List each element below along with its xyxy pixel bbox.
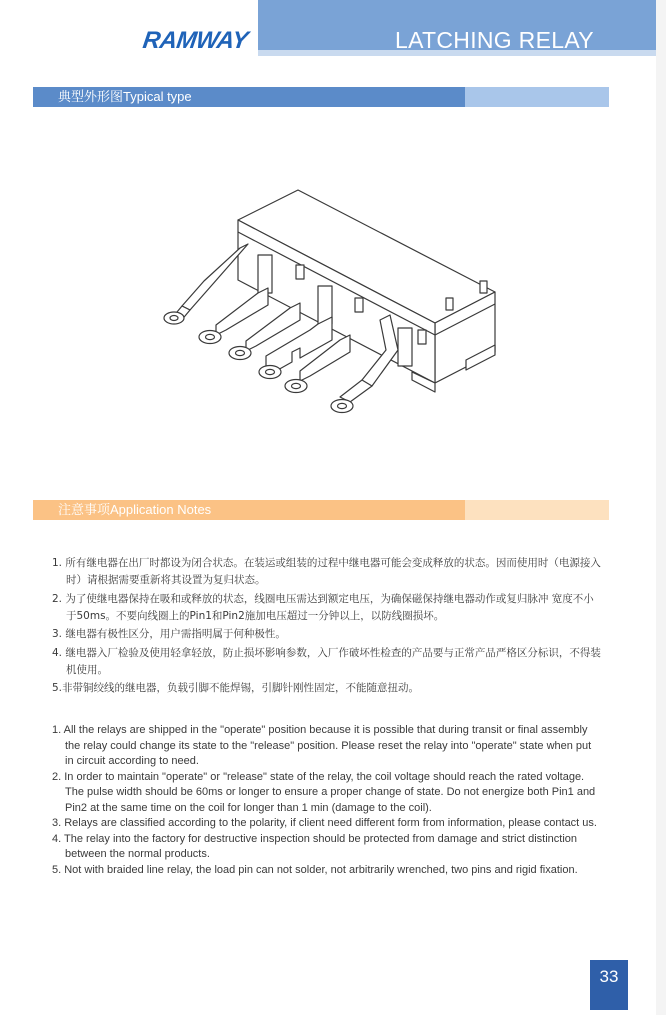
section-typical-type: 典型外形图Typical type xyxy=(33,87,609,107)
notes-cn-list xyxy=(52,555,602,699)
note-cn-item: 1. 所有继电器在出厂时都设为闭合状态。在装运或组装的过程中继电器可能会变成释放的状态。因而使用时（电源接入时）请根据需要重新将其设置为复归状态。 xyxy=(52,557,601,586)
brand-logo: RAMWAY xyxy=(141,27,250,54)
note-en-item: 1. All the relays are shipped in the "operate" position because it is possible that during transit or final assembly the relay could change its state to the "release" position. Please reset the relay into "operate" state when put in circuit according to need. xyxy=(52,724,592,767)
note-en-item: 2. In order to maintain "operate" or "release" state of the relay, the coil voltage should reach the rated voltage. The pulse width should be 60ms or longer to ensure a proper change of state. Do not energize both Pin1 and Pin2 at the same time on the coil for longer than 1 min (damage to the coil). xyxy=(52,770,596,814)
note-en-item: 4. The relay into the factory for destructive inspection should be protected from damage and strict distinction between the normal products. xyxy=(52,832,578,860)
relay-drawing xyxy=(150,180,510,430)
page-title: LATCHING RELAY xyxy=(395,27,594,53)
section-application-notes: 注意事项Application Notes xyxy=(33,500,609,520)
note-en-item: 3. Relays are classified according to the polarity, if client need different form from information, please contact us. xyxy=(52,817,597,829)
note-cn-item: 2. 为了使继电器保持在吸和或释放的状态，线圈电压需达到额定电压，为确保磁保持继电器动作或复归脉冲 宽度不小于50ms。不要向线圈上的Pin1和Pin2施加电压超过一分钟以上，以防线圈损坏。 xyxy=(52,592,594,622)
note-cn-item: 4. 继电器入厂检验及使用轻拿轻放，防止损坏影响参数，入厂作破坏性检查的产品要与正常产品严格区分标识，不得装机使用。 xyxy=(52,646,601,676)
notes-en-list xyxy=(52,723,600,878)
note-cn-item: 3. 继电器有极性区分，用户需指明属于何种极性。 xyxy=(52,628,286,640)
note-en-item: 5. Not with braided line relay, the load pin can not solder, not arbitrarily wrenched, two pins and rigid fixation. xyxy=(52,863,578,876)
note-cn-item: 5.非带铜绞线的继电器，负载引脚不能焊锡，引脚针刚性固定，不能随意扭动。 xyxy=(52,682,420,694)
page-edge xyxy=(656,0,666,1015)
page-number: 33 xyxy=(590,960,628,1010)
